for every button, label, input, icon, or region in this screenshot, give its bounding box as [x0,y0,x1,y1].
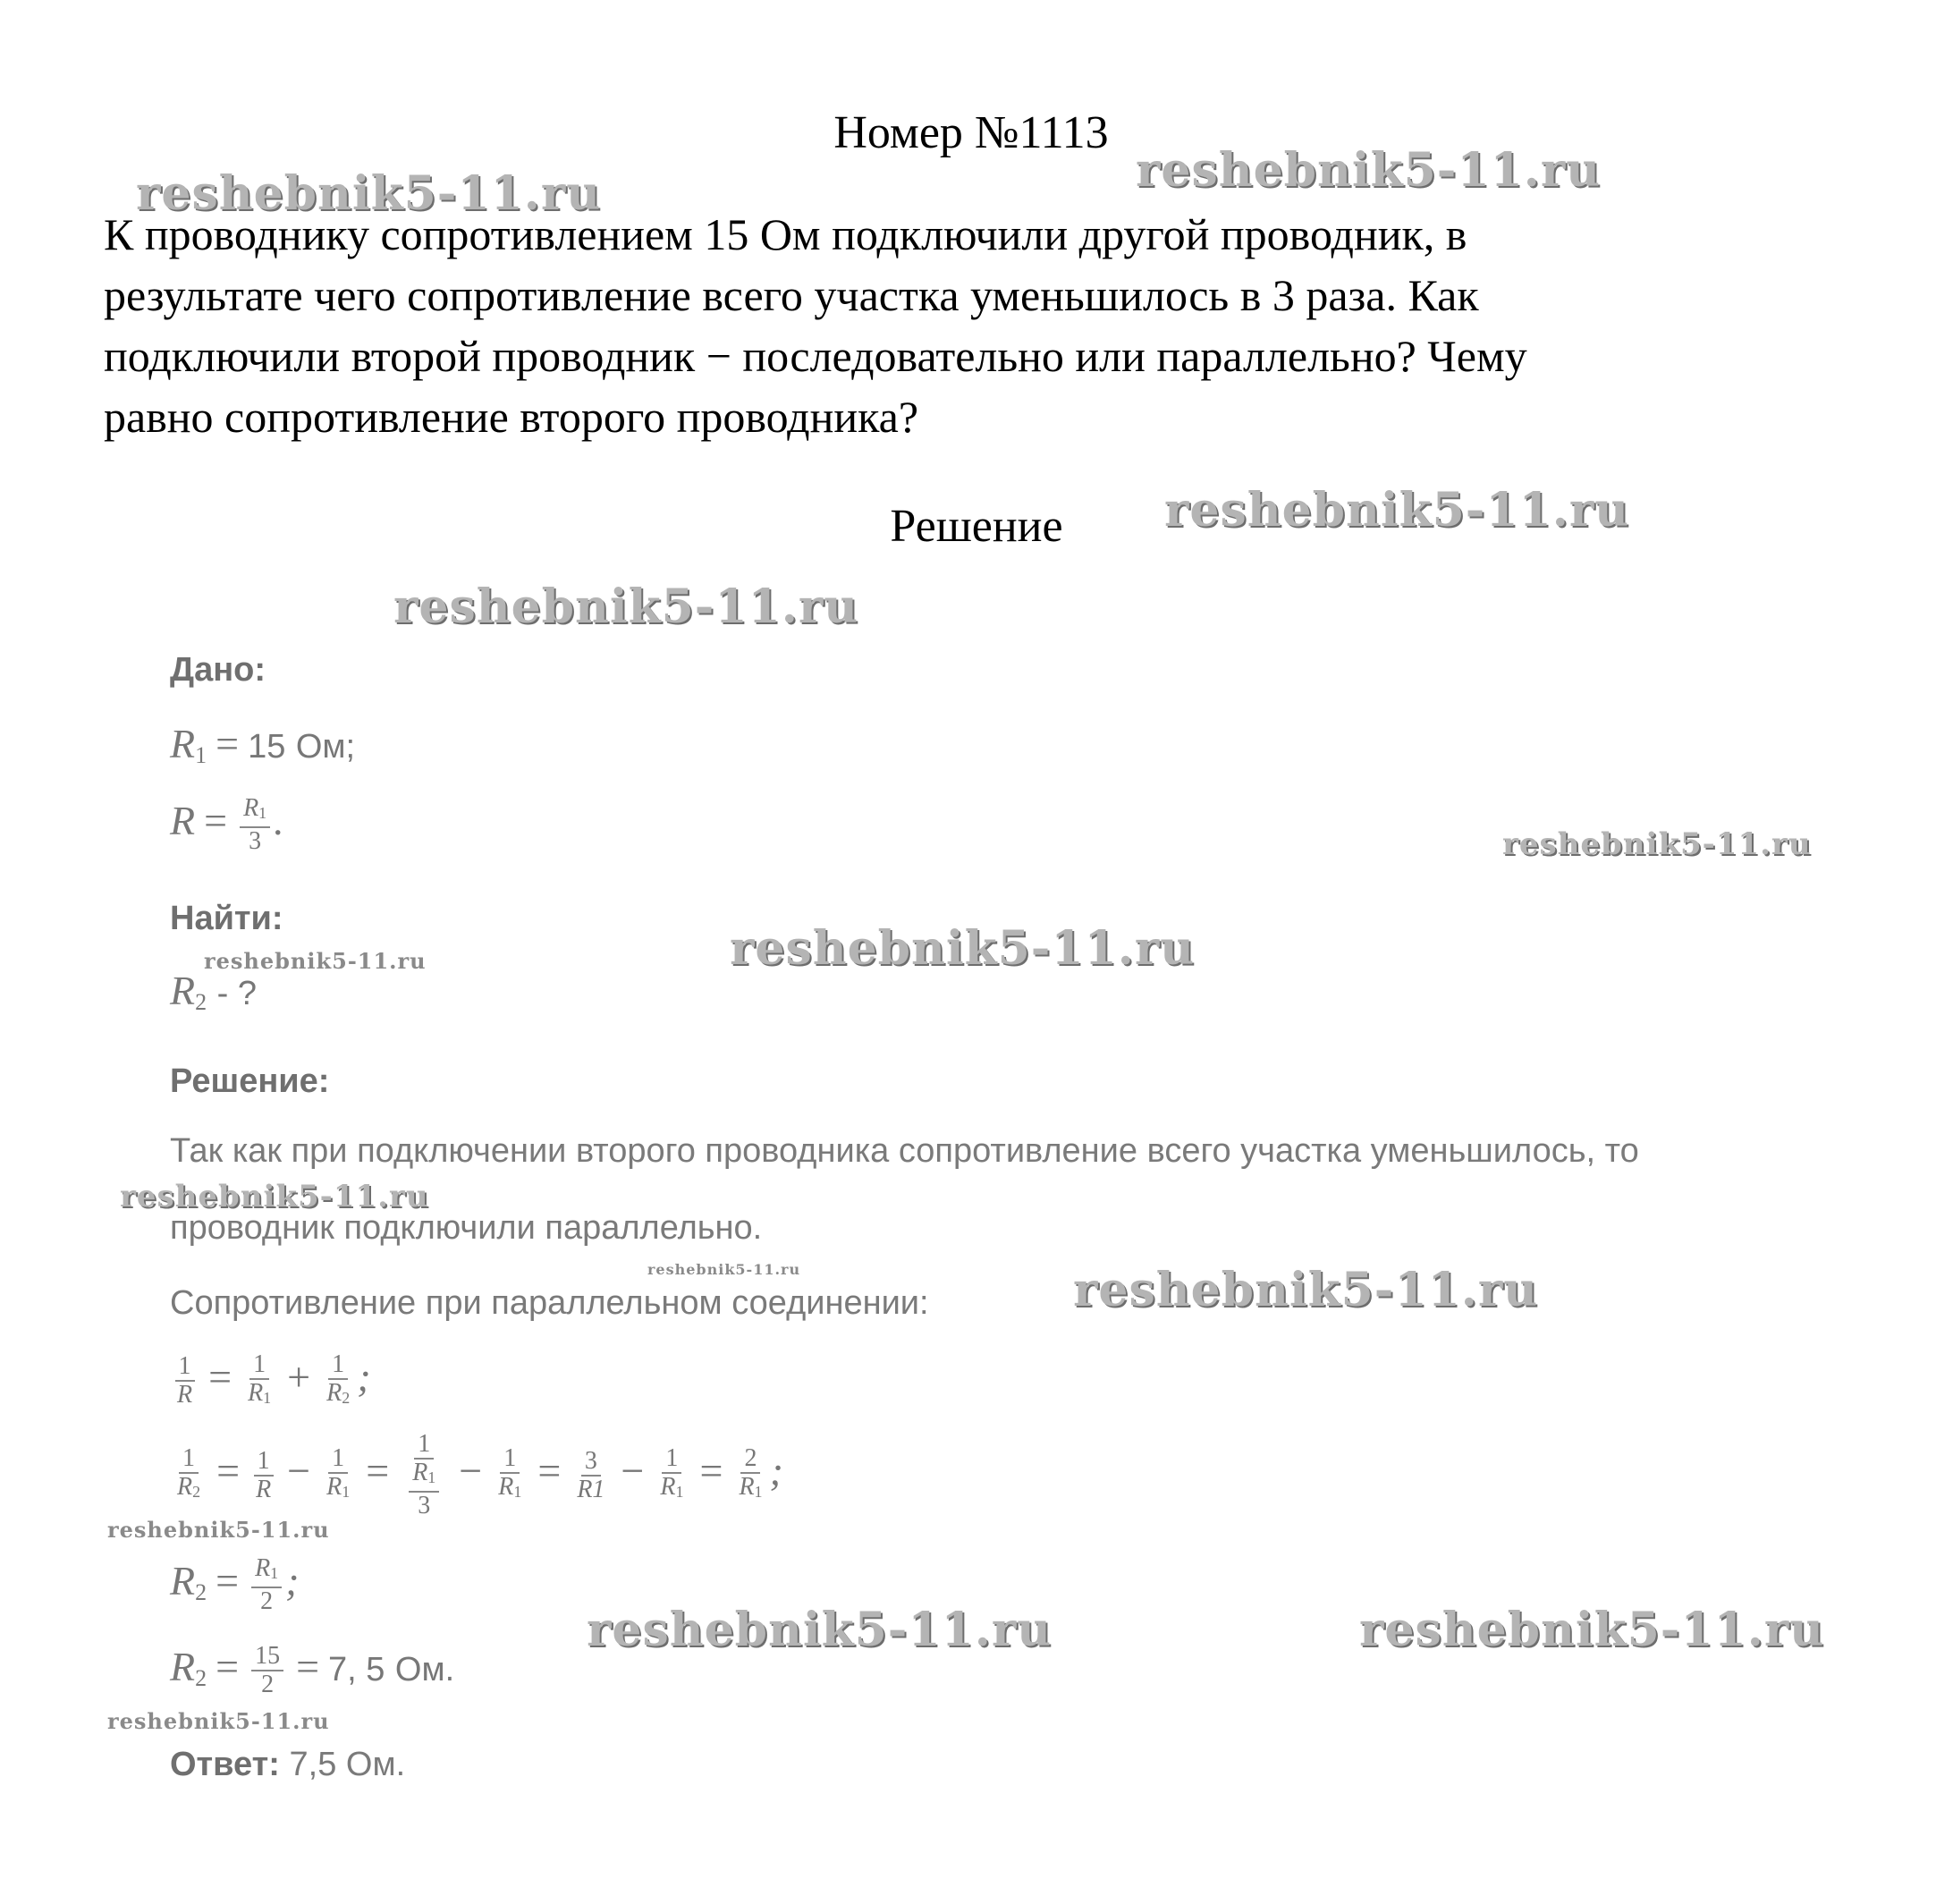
page-title: Номер №1113 [833,107,1109,158]
solution-text: Сопротивление при параллельном соединении: [170,1284,929,1322]
watermark: reshebnik5-11.ru [393,580,859,634]
find-r2: $R_2$ - ? [170,968,257,1015]
formula-parallel: $\frac{1}{R}$ = $\frac{1}{R_1}$ + $\frac{1}{R_2}$ ; [170,1350,371,1411]
watermark: reshebnik5-11.ru [1136,143,1602,198]
formula-derivation: $\frac{1}{R_2}$ = $\frac{1}{R}$ − $\frac{1}{R_1}$ = $\frac{1}{\frac{R_1}{3}}$ − $\frac{1}{R_1}$ = $\frac{3}{R1}$ − $\frac{1}{R_1}$ = $\frac{2}{R_1}$ ; [177,1430,783,1519]
given-r1: $R_1 = 15$ Ом; [170,721,356,768]
watermark: reshebnik5-11.ru [1502,826,1812,862]
watermark: reshebnik5-11.ru [587,1603,1053,1657]
given-r: R = $\frac{R_1}{3}$ . [170,793,284,855]
watermark: reshebnik5-11.ru [1359,1603,1825,1657]
watermark: reshebnik5-11.ru [647,1261,801,1278]
watermark: reshebnik5-11.ru [107,1517,330,1543]
watermark: reshebnik5-11.ru [136,166,602,221]
problem-statement [104,204,1874,447]
watermark: reshebnik5-11.ru [107,1708,330,1734]
problem-line: К проводнику сопротивлением 15 Ом подключили другой проводник, в [104,209,1467,259]
watermark: reshebnik5-11.ru [120,1179,429,1214]
solution-heading: Решение [890,501,1063,552]
solution-text: Так как при подключении второго проводника сопротивление всего участка уменьшилось, то [170,1132,1639,1170]
solution-label: Решение: [170,1062,330,1100]
watermark: reshebnik5-11.ru [730,921,1196,976]
watermark: reshebnik5-11.ru [1164,483,1630,537]
watermark: reshebnik5-11.ru [1073,1263,1539,1317]
solution-text: проводник подключили параллельно. [170,1209,763,1247]
formula-r2-value: $R_2$ = $\frac{15}{2}$ = 7, 5 Ом. [170,1642,455,1699]
problem-line: результате чего сопротивление всего участка уменьшилось в 3 раза. Как [104,270,1479,320]
watermark: reshebnik5-11.ru [204,948,427,974]
answer-label: Ответ: [170,1746,280,1783]
formula-r2: $R_2$ = $\frac{R_1}{2}$ ; [170,1553,300,1615]
problem-line: равно сопротивление второго проводника? [104,392,919,442]
problem-line: подключили второй проводник − последовательно или параллельно? Чему [104,331,1527,381]
answer-text: 7,5 Ом. [289,1746,406,1783]
find-label: Найти: [170,900,283,937]
answer [170,1744,405,1785]
given-label: Дано: [170,651,266,689]
